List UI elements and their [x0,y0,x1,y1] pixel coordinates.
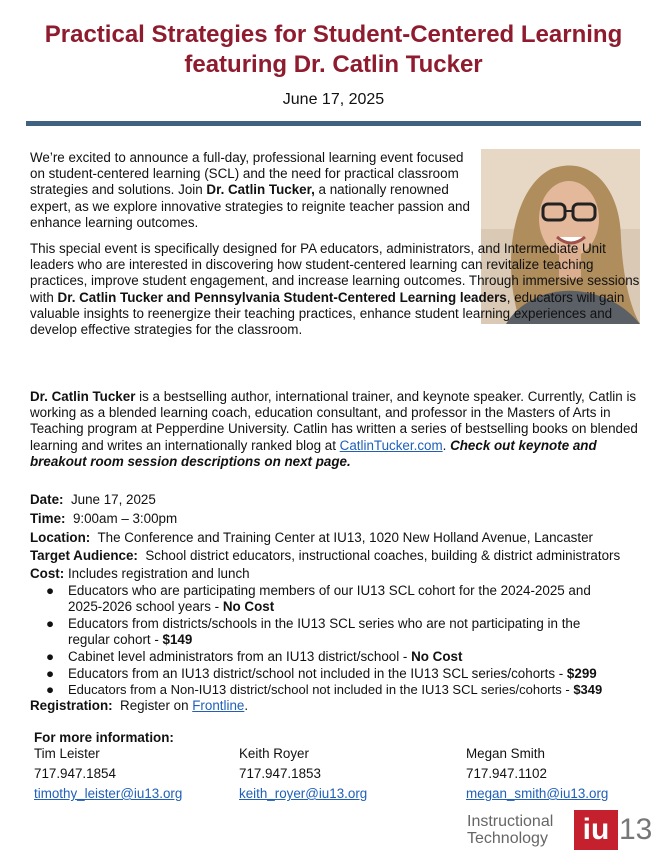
audience-text-b: , educators will gain valuable insights to reenergize their teaching practices, enhance student learning experiences and develop effective strategies for the classroom. [30,289,625,338]
contact-name: Keith Royer [239,746,309,761]
contact-phone: 717.947.1853 [239,766,321,781]
bullet-icon: ● [46,583,55,598]
intro-text-a: We’re excited to announce a full-day, professional learning event focused on student-centered learning (SCL) and the need for practical classroom strategies and solutions. Join [30,150,464,198]
logo-line-1: Instructional [467,813,554,830]
speaker-name-bold: Dr. Catlin Tucker, [206,182,315,198]
audience-label: Target Audience: [30,548,138,563]
cost-price: No Cost [222,599,275,614]
bullet-icon: ● [46,682,55,697]
contact-phone: 717.947.1854 [34,766,116,781]
bio-paragraph [30,389,655,470]
logo-mark: iu [574,810,618,850]
registration-row [30,697,248,714]
date-label: Date: [30,492,64,507]
cost-value: Includes registration and lunch [67,566,250,581]
page-title-line-1: Practical Strategies for Student-Centered Learning [44,21,623,48]
audience-paragraph [30,241,640,338]
page-title-line-2: featuring Dr. Catlin Tucker [184,51,483,78]
registration-text: Register on [120,698,193,713]
bullet-icon: ● [46,649,55,664]
cost-line: Educators who are participating members of our IU13 SCL cohort for the 2024-2025 and [68,583,591,598]
time-value: 9:00am – 3:00pm [72,511,178,526]
logo-number: 13 [619,813,653,846]
bio-text-end: . [442,437,451,453]
frontline-link[interactable]: Frontline [192,698,245,713]
bullet-icon: ● [46,616,55,631]
registration-end: . [244,698,249,713]
contact-name: Tim Leister [34,746,100,761]
registration-label: Registration: [30,698,113,713]
date-value: June 17, 2025 [70,492,156,507]
bio-name-bold: Dr. Catlin Tucker [30,389,136,404]
header-divider [26,121,641,126]
contact-heading: For more information: [34,730,174,745]
cost-line: Educators from a Non-IU13 district/school not included in the IU13 SCL series/cohorts - [68,682,574,697]
logo-line-2: Technology [467,830,548,847]
location-value: The Conference and Training Center at IU13, 1020 New Holland Avenue, Lancaster [97,530,593,545]
cost-price: No Cost [411,649,463,664]
audience-text-a: This special event is specifically designed for PA educators, administrators, and Intermediate Unit leaders who are interested in discovering how student-centered learning can revitalize teaching practices, improve student engagement, and increase learning outcomes. Through immersive sessions with [30,241,640,305]
contact-card [239,746,367,806]
cost-row [30,565,250,582]
cost-line: Educators from an IU13 district/school not included in the IU13 SCL series/cohorts - [68,666,567,681]
audience-value: School district educators, instructional coaches, building & district administrators [145,548,621,563]
contact-card [466,746,608,806]
time-row [30,510,177,527]
event-date-subtitle: June 17, 2025 [282,91,385,108]
intro-paragraph [30,150,480,231]
bullet-icon: ● [46,666,55,681]
location-label: Location: [30,530,91,545]
audience-row [30,547,620,564]
blog-link[interactable]: CatlinTucker.com [339,437,443,453]
contact-card [34,746,182,806]
leaders-bold: Dr. Catlin Tucker and Pennsylvania Student-Centered Learning leaders [57,289,507,305]
contact-email-link[interactable]: keith_royer@iu13.org [239,786,368,801]
location-row [30,529,593,546]
contact-phone: 717.947.1102 [466,766,547,781]
cost-price: $299 [566,666,597,681]
cost-line: regular cohort - [68,632,163,647]
next-page-note: Check out keynote and breakout room session descriptions on next page. [30,437,597,469]
cost-line: Educators from districts/schools in the IU13 SCL series who are not participating in the [68,616,581,631]
contact-email-link[interactable]: megan_smith@iu13.org [466,786,609,801]
contact-name: Megan Smith [466,746,545,761]
iu13-logo [467,810,652,855]
cost-label: Cost: [30,566,65,581]
date-row [30,491,156,508]
intro-text-b: a nationally renowned expert, as we explore innovative strategies to reignite teacher passion and enhance learning outcomes. [30,182,470,230]
cost-line: Cabinet level administrators from an IU13 district/school - [68,649,412,664]
logo-text [467,813,553,847]
cost-price: $349 [573,682,603,697]
bio-text: is a bestselling author, international trainer, and keynote speaker. Currently, Catlin is working as a blended learning coach, education consultant, and professor in the Masters of Arts in Teaching program at Pepperdine University. Catlin has written a series of bestselling books on blended learning and writes an internationally ranked blog at [30,389,638,453]
cost-price: $149 [162,632,193,647]
contact-email-link[interactable]: timothy_leister@iu13.org [34,786,183,801]
time-label: Time: [30,511,66,526]
cost-line: 2025-2026 school years - [68,599,223,614]
